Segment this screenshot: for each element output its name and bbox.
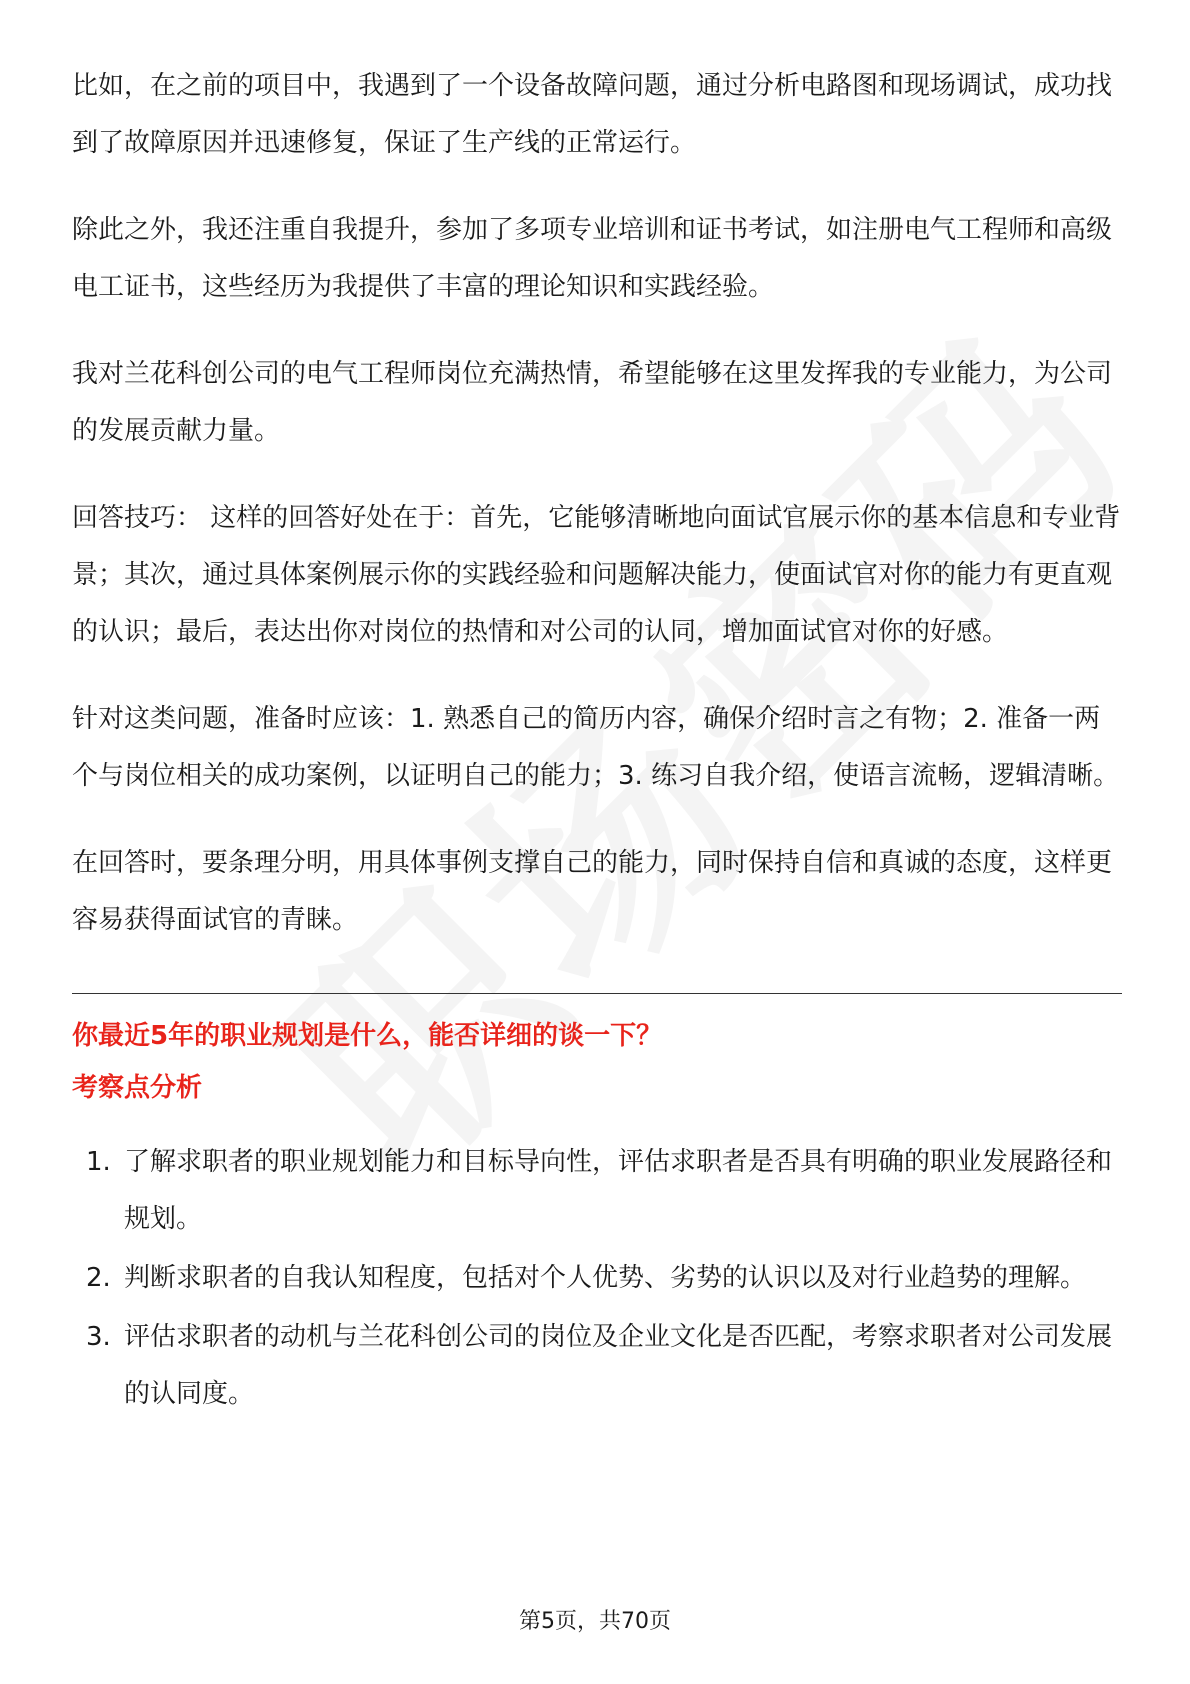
list-item-number: 1. bbox=[86, 1147, 111, 1177]
list-item-number: 3. bbox=[86, 1322, 111, 1352]
list-item bbox=[72, 1250, 1122, 1307]
list-item-number: 2. bbox=[86, 1263, 111, 1293]
paragraph: 我对兰花科创公司的电气工程师岗位充满热情，希望能够在这里发挥我的专业能力，为公司的发展贡献力量。 bbox=[72, 359, 1113, 446]
paragraph: 回答技巧： 这样的回答好处在于：首先，它能够清晰地向面试官展示你的基本信息和专业背景；其次，通过具体案例展示你的实践经验和问题解决能力，使面试官对你的能力有更直观的认识；最后，表达出你对岗位的热情和对公司的认同，增加面试官对你的好感。 bbox=[72, 503, 1121, 647]
paragraph: 比如，在之前的项目中，我遇到了一个设备故障问题，通过分析电路图和现场调试，成功找到了故障原因并迅速修复，保证了生产线的正常运行。 bbox=[72, 71, 1113, 158]
list-item-text: 了解求职者的职业规划能力和目标导向性，评估求职者是否具有明确的职业发展路径和规划。 bbox=[124, 1147, 1113, 1234]
paragraph: 在回答时，要条理分明，用具体事例支撑自己的能力，同时保持自信和真诚的态度，这样更容易获得面试官的青睐。 bbox=[72, 848, 1113, 935]
list-item-text: 评估求职者的动机与兰花科创公司的岗位及企业文化是否匹配，考察求职者对公司发展的认同度。 bbox=[124, 1322, 1113, 1409]
list-item bbox=[72, 1309, 1122, 1423]
page-content bbox=[72, 58, 1122, 1425]
list-item-text: 判断求职者的自我认知程度，包括对个人优势、劣势的认识以及对行业趋势的理解。 bbox=[124, 1263, 1087, 1293]
page-number: 第5页，共70页 bbox=[519, 1609, 671, 1634]
section-divider bbox=[72, 993, 1122, 994]
question-subtitle: 考察点分析 bbox=[72, 1073, 203, 1103]
paragraph: 针对这类问题，准备时应该：1. 熟悉自己的简历内容，确保介绍时言之有物；2. 准备一两个与岗位相关的成功案例，以证明自己的能力；3. 练习自我介绍，使语言流畅，逻辑清晰。 bbox=[72, 704, 1120, 791]
paragraph: 除此之外，我还注重自我提升，参加了多项专业培训和证书考试，如注册电气工程师和高级电工证书，这些经历为我提供了丰富的理论知识和实践经验。 bbox=[72, 215, 1113, 302]
question-title: 你最近5年的职业规划是什么，能否详细的谈一下？ bbox=[72, 1021, 663, 1051]
list-item bbox=[72, 1134, 1122, 1248]
analysis-list bbox=[72, 1134, 1122, 1423]
